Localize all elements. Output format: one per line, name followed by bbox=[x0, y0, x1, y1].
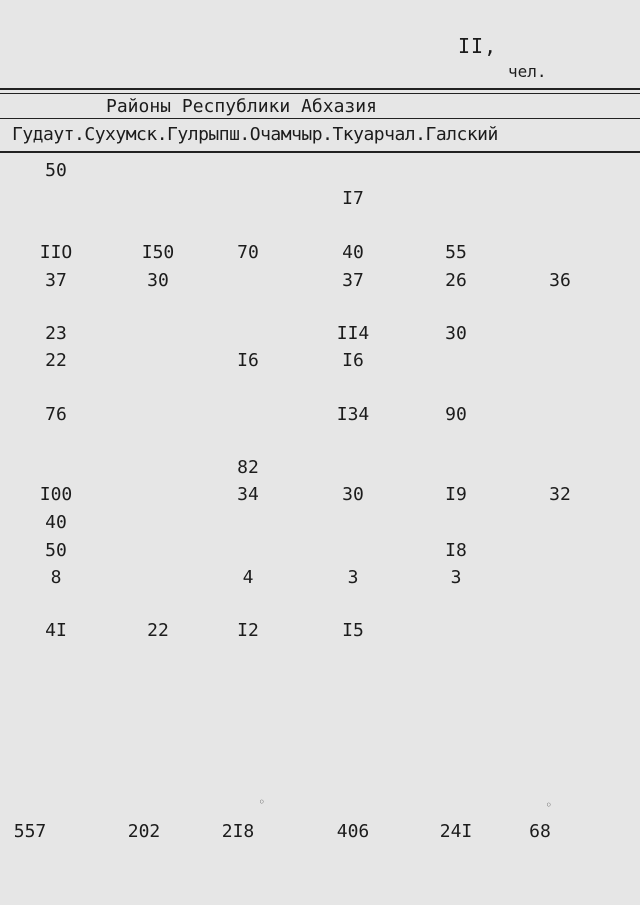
cell: 26 bbox=[445, 270, 467, 291]
cell: 3 bbox=[347, 567, 359, 588]
cell: 55 bbox=[445, 242, 467, 263]
cell: 40 bbox=[45, 512, 67, 533]
cell: 82 bbox=[237, 457, 259, 478]
cell: IIO bbox=[39, 242, 73, 263]
cell: 70 bbox=[237, 242, 259, 263]
unit-label: чел. bbox=[508, 62, 547, 81]
page-number: II, bbox=[458, 34, 498, 58]
cell: I8 bbox=[445, 540, 467, 561]
cell: 3 bbox=[450, 567, 462, 588]
cell: 22 bbox=[147, 620, 169, 641]
ink-speck: ◦ bbox=[545, 798, 553, 812]
top-rule bbox=[0, 88, 640, 90]
total-cell: 406 bbox=[336, 821, 370, 842]
column-headers: Гудаут.Сухумск.Гулрыпш.Очамчыр.Ткуарчал.Галский bbox=[12, 124, 498, 145]
table-caption: Районы Республики Абхазия bbox=[106, 96, 377, 117]
top-rule-thin bbox=[0, 93, 640, 94]
cell: I6 bbox=[342, 350, 364, 371]
cell: I00 bbox=[39, 484, 73, 505]
cell: 90 bbox=[445, 404, 467, 425]
ink-speck: ◦ bbox=[258, 795, 266, 809]
cell: 22 bbox=[45, 350, 67, 371]
cell: I50 bbox=[141, 242, 175, 263]
cell: 50 bbox=[45, 160, 67, 181]
cell: I2 bbox=[237, 620, 259, 641]
cell: I5 bbox=[342, 620, 364, 641]
cell: I7 bbox=[342, 188, 364, 209]
total-cell: 24I bbox=[439, 821, 473, 842]
cell: 30 bbox=[342, 484, 364, 505]
caption-rule bbox=[0, 118, 640, 119]
cell: I9 bbox=[445, 484, 467, 505]
cell: 37 bbox=[45, 270, 67, 291]
cell: 4 bbox=[242, 567, 254, 588]
cell: 30 bbox=[147, 270, 169, 291]
cell: 37 bbox=[342, 270, 364, 291]
cell: 8 bbox=[50, 567, 62, 588]
cell: 36 bbox=[549, 270, 571, 291]
cell: 34 bbox=[237, 484, 259, 505]
total-cell: 2I8 bbox=[221, 821, 255, 842]
cell: 40 bbox=[342, 242, 364, 263]
cell: 32 bbox=[549, 484, 571, 505]
total-cell: 202 bbox=[127, 821, 161, 842]
header-bottom-rule bbox=[0, 151, 640, 153]
cell: II4 bbox=[336, 323, 370, 344]
cell: 76 bbox=[45, 404, 67, 425]
cell: 30 bbox=[445, 323, 467, 344]
cell: 4I bbox=[45, 620, 67, 641]
cell: I34 bbox=[336, 404, 370, 425]
total-cell: 557 bbox=[13, 821, 47, 842]
cell: I6 bbox=[237, 350, 259, 371]
cell: 50 bbox=[45, 540, 67, 561]
cell: 23 bbox=[45, 323, 67, 344]
total-cell: 68 bbox=[529, 821, 551, 842]
